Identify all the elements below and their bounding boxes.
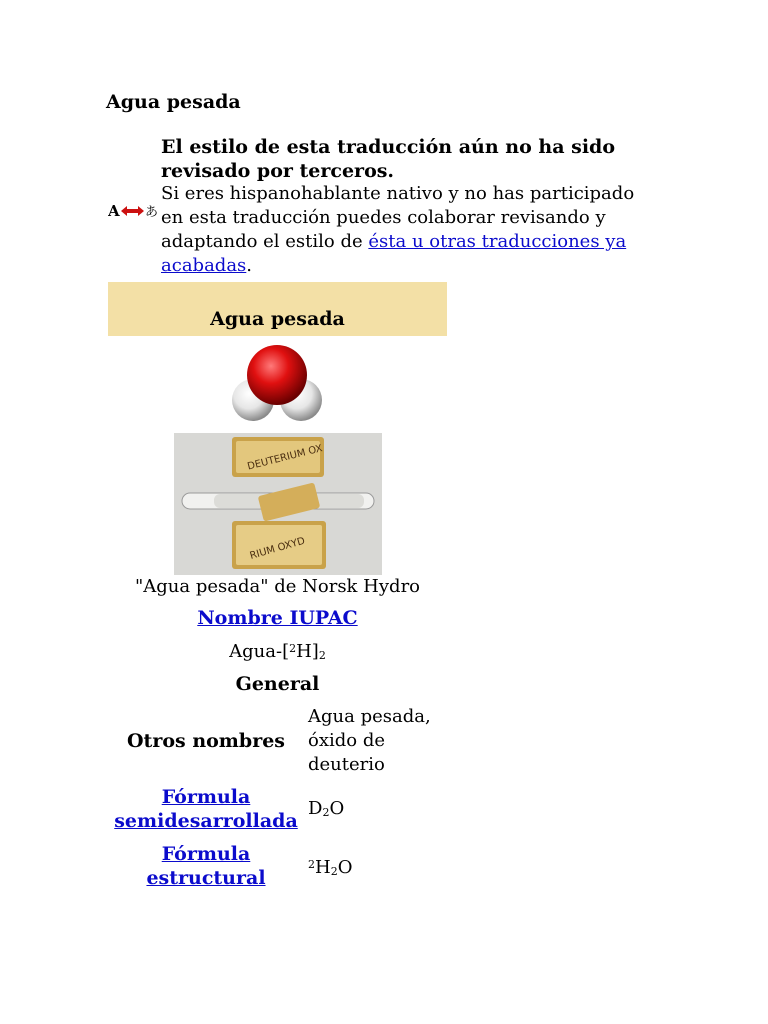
row-value-estructural — [308, 853, 448, 884]
row-value-semidesarrollada — [308, 797, 448, 825]
page-title: Agua pesada — [106, 91, 241, 113]
formula-h: H — [315, 857, 331, 878]
general-heading: General — [235, 673, 320, 695]
notice-body-end: . — [246, 255, 253, 276]
iupac-mid: H] — [296, 641, 319, 662]
formula-h-sub: 2 — [330, 865, 338, 878]
image-caption: "Agua pesada" de Norsk Hydro — [134, 576, 421, 597]
row-label-semidesarrollada — [108, 785, 304, 833]
row-label-estructural — [108, 842, 304, 890]
formula-d: D — [308, 798, 323, 819]
iupac-sub: 2 — [318, 649, 326, 662]
infobox-header — [108, 282, 447, 336]
iupac-prefix: Agua-[ — [229, 641, 290, 662]
notice-body — [161, 182, 661, 278]
infobox-title: Agua pesada — [210, 308, 345, 330]
iupac-link[interactable]: Nombre IUPAC — [197, 607, 358, 629]
formula-semidesarrollada-link[interactable]: Fórmula semidesarrollada — [114, 786, 298, 832]
water-molecule-image — [229, 342, 325, 426]
formula-o: O — [329, 798, 345, 819]
iupac-value — [108, 641, 447, 662]
row-value-other-names: Agua pesada, óxido de deuterio — [308, 706, 431, 775]
formula-d-sub: 2 — [322, 806, 330, 819]
notice-body-text: Si eres hispanohablante nativo y no has participado en esta traducción puedes colaborar revisando y adaptando el estilo de — [161, 183, 635, 252]
formula-h-sup: 2 — [308, 858, 315, 871]
svg-text:RIUM OXYD: RIUM OXYD — [248, 535, 307, 562]
iupac-label — [108, 607, 447, 629]
translate-icon — [108, 200, 160, 222]
formula-estructural-link[interactable]: Fórmula estructural — [146, 843, 266, 889]
svg-text:DEUTERIUM OX: DEUTERIUM OX — [246, 443, 324, 473]
translations-link[interactable]: ésta u otras traducciones ya acabadas — [161, 231, 627, 276]
formula-h-o: O — [337, 857, 353, 878]
row-label-other-names: Otros nombres — [127, 730, 285, 752]
iupac-sup: 2 — [289, 642, 297, 655]
svg-text:あ: あ — [145, 205, 159, 220]
notice-heading: El estilo de esta traducción aún no ha sido revisado por terceros. — [161, 136, 615, 182]
svg-text:A: A — [108, 202, 120, 220]
heavy-water-photo — [174, 433, 382, 575]
